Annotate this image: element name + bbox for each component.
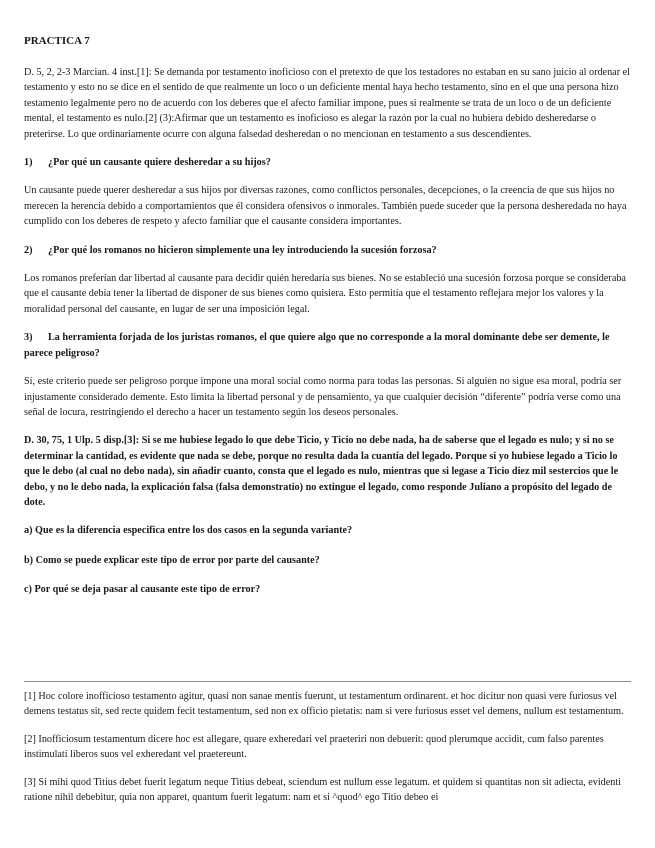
question-text: La herramienta forjada de los juristas romanos, el que quiere algo que no corresponde a la moral dominante debe ser demente, le parece peligroso? [24,332,610,359]
footnote-divider [24,681,631,682]
sub-question-a: a) Que es la diferencia especifica entre los dos casos en la segunda variante? [24,525,353,537]
answer-2: Los romanos preferían dar libertad al causante para decidir quién heredaría sus bienes. No se estableció una sucesión forzosa porque se consideraba que el causante debía tener la libertad de disponer de sus bienes como quisiera. Esto permitía que el testamento reflejara mejor los valores y la moralidad personal del causante, en lugar de ser una imposición legal. [24,273,626,315]
question-number: 1) [24,157,33,169]
question-1 [24,155,631,170]
footnote-1: [1] Hoc colore inofficioso testamento agitur, quasi non sanae mentis fuerunt, ut testamentum ordinarent. et hoc dicitur non quasi vere furiosus vel demens testatus sit, sed recte quidem fecit testamentum, sed non ex officio pietatis: nam si vere furiosus esset vel demens, nullum est testamentum. [24,691,624,718]
sub-question-c: c) Por qué se deja pasar al causante este tipo de error? [24,584,261,596]
question-number: 2) [24,244,33,256]
question-3 [24,330,631,361]
answer-1: Un causante puede querer desheredar a sus hijos por diversas razones, como conflictos personales, decepciones, o la creencia de que sus hijos no merecen la herencia debido a comportamientos que él considera ofensivos o inmorales. También puede suceder que la persona desheredada no haya cumplido con los deberes de respeto y afecto familiar que el causante considera importantes. [24,185,627,228]
intro-paragraph: D. 5, 2, 2-3 Marcian. 4 inst.[1]: Se demanda por testamento inoficioso con el pretexto de que los testadores no estaban en su sano juicio al ordenar el testamento y esto no se dice en el sentido de que realmente un loco o un deficiente mental haya hecho testamento, sino en el que una persona hizo testamento legalmente pero no de acuerdo con los deberes que el afecto familiar impone, pues si realmente se trata de un loco o de un deficiente mental, el testamento es nulo.[2] (3):Afirmar que un testamento es inoficioso es alegar la razón por la cual no hubiera debido desheredarse o preterirse. Lo que ordinariamente ocurre con alguna falsedad desheredan o no mencionan en testamento a sus descendientes. [24,67,630,140]
footnote-2: [2] Inofficiosum testamentum dicere hoc est allegare, quare exheredari vel praeteriri non debuerit: quod plerumque accidit, cum falso parentes instimulati liberos suos vel exheredant vel praetereunt. [24,733,604,761]
page-title: PRACTICA 7 [24,35,90,47]
question-text: ¿Por qué un causante quiere desheredar a su hijos? [48,157,271,169]
question-2 [24,243,631,258]
footnotes-section [24,689,631,817]
sub-question-b: b) Como se puede explicar este tipo de error por parte del causante? [24,554,320,566]
question-number: 3) [24,332,33,344]
footnote-3: [3] Si mihi quod Titius debet fuerit legatum neque Titius debeat, sciendum est nullum esse legatum. et quidem si quantitas non sit adiecta, evidenti ratione nihil debebitur, quia non apparet, quantum fuerit legatum: nam et si ^quod^ ego Titio debeo ei [24,776,622,804]
second-case-paragraph: D. 30, 75, 1 Ulp. 5 disp.[3]: Si se me hubiese legado lo que debe Ticio, y Ticio no debe nada, ha de saberse que el legado es nulo; y si no se determinar la cantidad, es evidente que nada se debe, porque no resulta dada la cuantía del legado. Porque si yo hubiese legado a Ticio lo que le debo (al cual no debo nada), sin añadir cuanto, consta que el legado es nulo, mientras que si legase a Ticio diez mil sestercios que le debo, y no le debo nada, la explicación falsa (falsa demonstratio) no extingue el legado, como responde Juliano a propósito del legado de dote. [24,435,619,508]
question-text: ¿Por qué los romanos no hicieron simplemente una ley introduciendo la sucesión forzosa? [48,244,437,256]
answer-3: Sí, este criterio puede ser peligroso porque impone una moral social como norma para todas las personas. Si alguien no sigue esa moral, podría ser injustamente considerado demente. Esto limita la libertad personal y de pensamiento, ya que cualquier decisión “diferente” podría verse como una señal de locura, restringiendo el derecho a hacer un testamento según los deseos personales. [24,376,622,418]
